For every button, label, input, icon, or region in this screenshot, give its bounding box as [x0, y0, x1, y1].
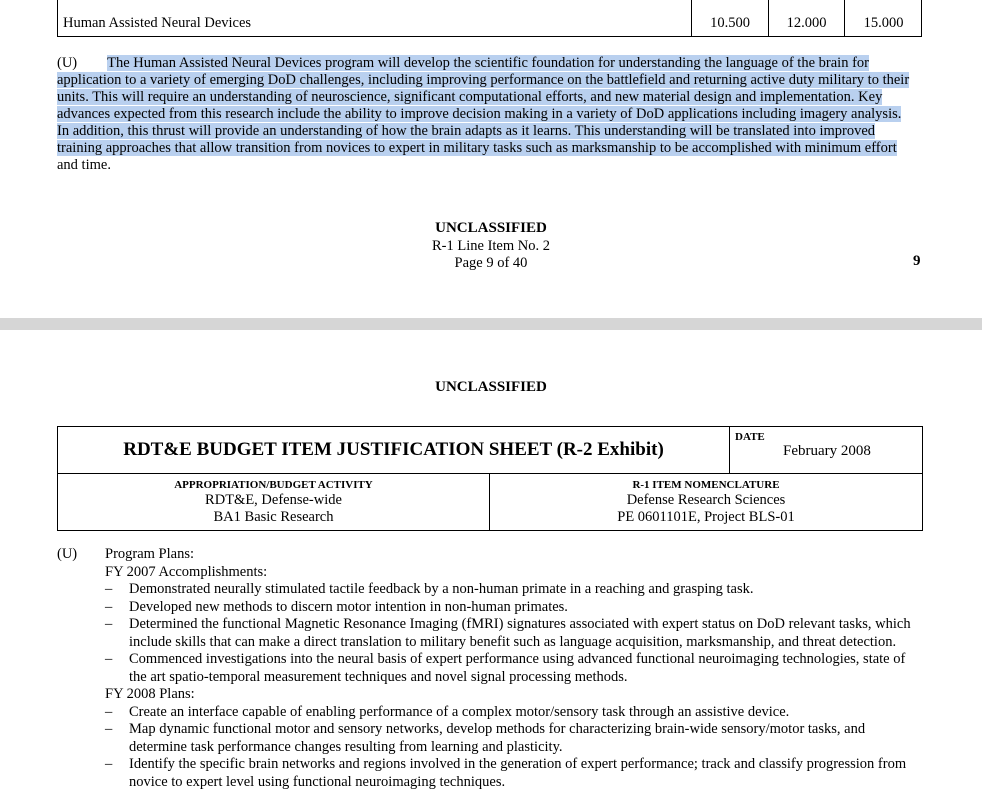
bullet-text-line: novice to expert level using functional neuroimaging techniques. — [129, 773, 506, 790]
bullet-dash: – — [105, 616, 113, 632]
r2-header-box — [57, 426, 923, 531]
bullet-dash: – — [105, 703, 113, 720]
bullet-text-line: Identify the specific brain networks and regions involved in the generation of expert performance; track and classify progression from — [129, 756, 907, 772]
bullet-item — [105, 651, 927, 686]
bullet-dash: – — [105, 756, 113, 772]
header-classification: UNCLASSIFIED — [435, 379, 547, 395]
selected-text-line[interactable]: advances expected from this research include the ability to improve decision making in a variety of DoD applications including imagery analysis. — [57, 106, 902, 122]
fy2008-heading: FY 2008 Plans: — [105, 686, 195, 702]
bullet-item — [105, 599, 927, 617]
bullet-text-line: Demonstrated neurally stimulated tactile feedback by a non-human primate in a reaching and grasping task. — [129, 581, 754, 597]
bullet-item — [105, 616, 927, 651]
document-page-9 — [0, 0, 982, 318]
appropriation-cell — [58, 474, 490, 531]
date-value: February 2008 — [783, 443, 871, 459]
program-description-paragraph[interactable] — [57, 55, 923, 174]
funding-value-fy2008: 12.000 — [768, 0, 844, 36]
bullet-text-line: the art spatio-temporal measurement techniques and novel signal processing methods. — [129, 668, 628, 685]
selected-text-line[interactable]: training approaches that allow transition from novices to expert in military tasks such as marksmanship to be accomplished with minimum effort — [57, 140, 897, 156]
nomenclature-line: Defense Research Sciences — [626, 492, 786, 508]
page-separator — [0, 318, 982, 330]
bullet-item — [105, 756, 927, 791]
classification-marker: (U) — [57, 55, 78, 71]
bullet-item — [105, 721, 927, 756]
document-page-10 — [0, 330, 982, 795]
footer-classification: UNCLASSIFIED — [435, 220, 547, 236]
r2-title: RDT&E BUDGET ITEM JUSTIFICATION SHEET (R-2 Exhibit) — [58, 427, 730, 473]
r2-info-row — [58, 473, 922, 530]
bullet-text-line: Commenced investigations into the neural basis of expert performance using advanced functional neuroimaging technologies, state of — [129, 651, 906, 667]
selected-text-line[interactable]: The Human Assisted Neural Devices program will develop the scientific foundation for understanding the language of the brain for — [107, 55, 869, 71]
page-number: 9 — [913, 253, 921, 269]
bullet-dash: – — [105, 721, 113, 737]
appropriation-line: RDT&E, Defense-wide — [205, 492, 342, 508]
appropriation-heading: APPROPRIATION/BUDGET ACTIVITY — [174, 479, 373, 491]
date-cell — [730, 427, 922, 473]
bullet-item — [105, 704, 927, 722]
plans-title: Program Plans: — [105, 546, 195, 562]
program-name-cell: Human Assisted Neural Devices — [63, 15, 252, 31]
nomenclature-heading: R-1 ITEM NOMENCLATURE — [632, 479, 780, 491]
selected-text-line[interactable]: units. This will require an understanding of neuroscience, significant computational efforts, and new material design and implementation. Key — [57, 89, 883, 105]
text-line[interactable]: and time. — [57, 157, 111, 173]
bullet-item — [105, 581, 927, 599]
bullet-text-line: determine task performance changes resulting from learning and plasticity. — [129, 738, 563, 755]
bullet-dash: – — [105, 581, 113, 597]
funding-value-fy2007: 10.500 — [691, 0, 768, 36]
budget-activity-line: BA1 Basic Research — [213, 509, 334, 525]
funding-value-fy2009: 15.000 — [844, 0, 922, 36]
bullet-dash: – — [105, 651, 113, 667]
funding-table-row — [57, 0, 922, 37]
nomenclature-cell — [490, 474, 922, 531]
bullet-text-line: Determined the functional Magnetic Resonance Imaging (fMRI) signatures associated with expert status on DoD relevant tasks, which — [129, 616, 911, 632]
bullet-dash: – — [105, 598, 113, 615]
selected-text-line[interactable]: In addition, this thrust will provide an understanding of how the brain adapts as it learns. This understanding will be translated into improved — [57, 123, 876, 139]
bullet-text-line: Create an interface capable of enabling performance of a complex motor/sensory task through an assistive device. — [129, 703, 790, 720]
bullet-text-line: Map dynamic functional motor and sensory networks, develop methods for characterizing brain-wide sensory/motor tasks, and — [129, 721, 866, 737]
bullet-text-line: include skills that can make a direct translation to military benefit such as language acquisition, marksmanship, and threat detection. — [129, 633, 897, 650]
date-label: DATE — [735, 431, 765, 443]
selected-text-line[interactable]: application to a variety of emerging DoD challenges, including improving performance on the battlefield and returning active duty military to their — [57, 72, 910, 88]
bullet-text-line: Developed new methods to discern motor intention in non-human primates. — [129, 598, 568, 615]
fy2007-list — [105, 581, 927, 686]
footer-page-of: Page 9 of 40 — [454, 255, 528, 271]
project-line: PE 0601101E, Project BLS-01 — [617, 509, 795, 525]
footer-line-item: R-1 Line Item No. 2 — [432, 238, 550, 254]
fy2007-heading: FY 2007 Accomplishments: — [105, 563, 268, 580]
plans-body — [105, 546, 927, 791]
fy2008-list — [105, 704, 927, 792]
classification-marker: (U) — [57, 546, 78, 562]
